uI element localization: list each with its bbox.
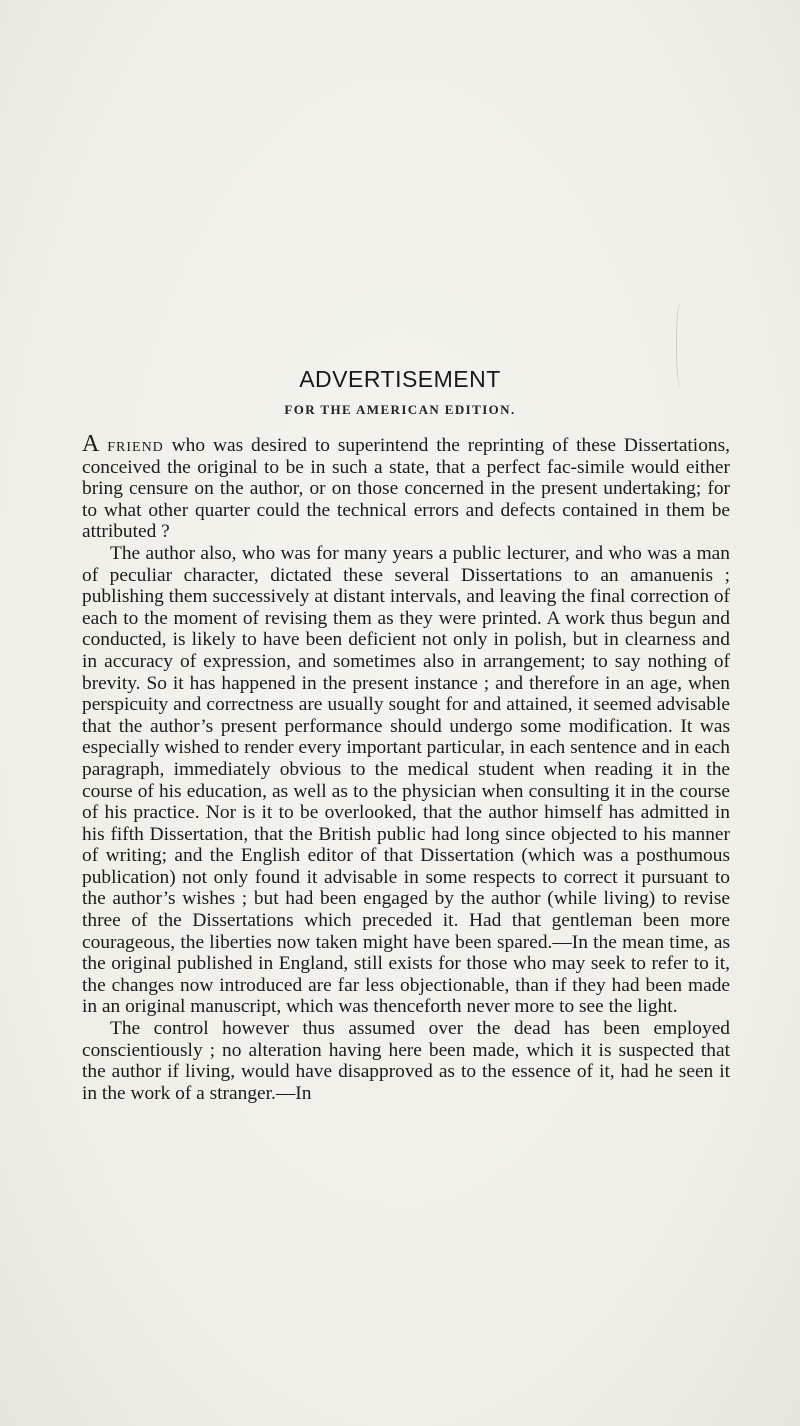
lead-letter: A (82, 431, 100, 457)
paragraph-1-text: who was desired to superintend the reprinting of these Dissertations, conceived the original to be in such a state, that a perfect fac-simile would either bring censure on the author, or on those concerned in the present undertaking; for to what other quarter could the technical errors and defects contained in them be attributed ? (82, 435, 730, 543)
paragraph-2: The author also, who was for many years a public lecturer, and who was a man of peculiar character, dictated these several Dissertations to an amanuenis ; publishing them successively at distant intervals, and leaving the final correction of each to the moment of revising them as they were printed. A work thus begun and conducted, is likely to have been deficient not only in polish, but in clearness and in accuracy of expression, and sometimes also in arrangement; to say nothing of brevity. So it has happened in the present instance ; and therefore in an age, when perspicuity and correctness are usually sought for and attained, it seemed advisable that the author’s present performance should undergo some modification. It was especially wished to render every important particular, in each sentence and in each paragraph, immediately obvious to the medical student when reading it in the course of his education, as well as to the physician when consulting it in the course of his practice. Nor is it to be overlooked, that the author himself has admitted in his fifth Dissertation, that the British public had long since objected to his manner of writing; and the English editor of that Dissertation (which was a posthumous publication) not only found it advisable in some respects to correct it pursuant to the author’s wishes ; but had been engaged by the author (while living) to revise three of the Dissertations which preceded it. Had that gentleman been more courageous, the liberties now taken might have been spared.—In the mean time, as the original published in England, still exists for those who may seek to refer to it, the changes now introduced are far less objectionable, than if they had been made in an original manuscript, which was thenceforth never more to see the light. (82, 542, 730, 1018)
lead-word: friend (107, 435, 164, 456)
paragraph-3: The control however thus assumed over the dead has been employed conscientiously ; no alteration having here been made, which it is suspected that the author if living, would have disapproved as to the essence of it, had he seen it in the work of a stranger.—In (82, 1018, 730, 1104)
paragraph-1 (82, 431, 730, 543)
page-title: ADVERTISEMENT (299, 366, 501, 392)
page-subtitle: FOR THE AMERICAN EDITION. (284, 402, 516, 417)
body-text (82, 431, 730, 1104)
